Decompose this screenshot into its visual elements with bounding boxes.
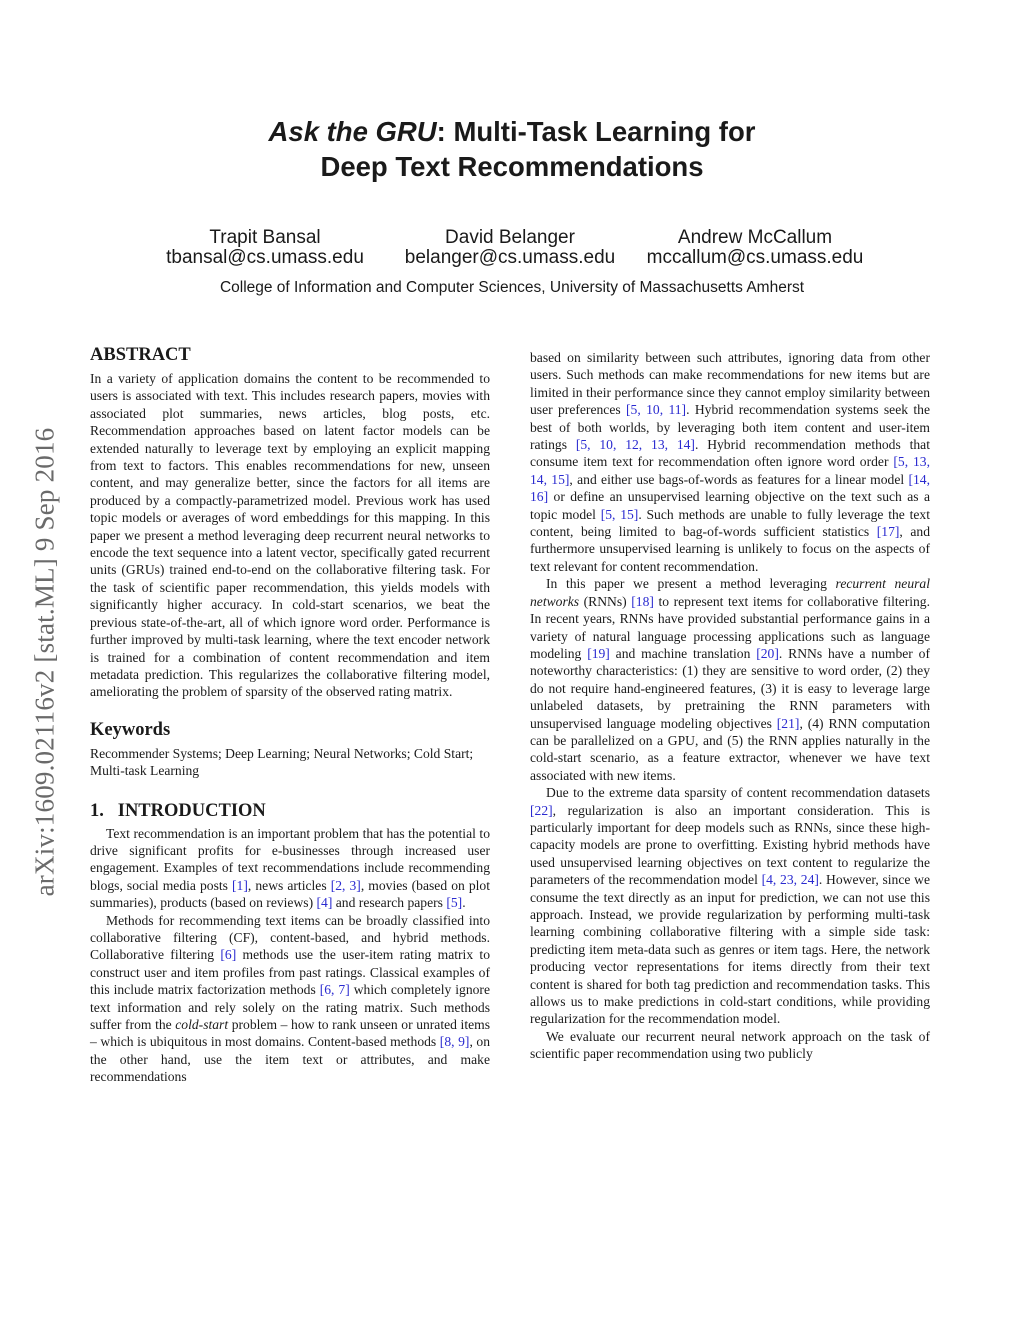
- text-run: , and either use bags-of-words as features for a linear model: [569, 471, 909, 487]
- intro-paragraph-2: [90, 912, 490, 1086]
- citation-link[interactable]: [5, 10, 11]: [626, 402, 687, 418]
- text-run: and research papers: [332, 895, 447, 911]
- text-run: .: [462, 895, 466, 911]
- right-paragraph-4: We evaluate our recurrent neural network approach on the task of scientific paper recommendation using two publicly: [530, 1028, 930, 1062]
- author-name: David Belanger: [445, 227, 575, 248]
- left-column: [90, 344, 490, 1086]
- author-1: [135, 228, 395, 268]
- citation-link[interactable]: [22]: [530, 802, 553, 818]
- emphasis-cold-start: cold-start: [175, 1017, 229, 1032]
- citation-link[interactable]: [5, 15]: [600, 506, 639, 522]
- text-run: , news articles: [247, 877, 331, 893]
- title-line1-rest: : Multi-Task Learning for: [436, 116, 756, 147]
- title-italic-part: Ask the GRU: [268, 116, 437, 147]
- text-run: and machine translation: [609, 645, 757, 661]
- author-email: mccallum@cs.umass.edu: [646, 247, 864, 268]
- keywords-text: Recommender Systems; Deep Learning; Neural Networks; Cold Start; Multi-task Learning: [90, 745, 474, 779]
- author-email: tbansal@cs.umass.edu: [166, 247, 364, 268]
- citation-link[interactable]: [4]: [316, 895, 333, 911]
- title-line2: Deep Text Recommendations: [320, 151, 704, 182]
- citation-link[interactable]: [5]: [446, 895, 463, 911]
- abstract-text: In a variety of application domains the content to be recommended to users is associated with text. This includes research papers, movies with associated plot summaries, news articles, blog posts, etc. Recommendation approaches based on latent factor models can be extended naturally to leverage text by employing an explicit mapping from text to factors. This enables recommendations for new, unseen content, and may generalize better, since the factors for all items are produced by a compactly-parametrized model. Previous work has used topic models or averages of word embeddings for this mapping. In this paper we present a method leveraging deep recurrent neural networks to encode the text sequence into a latent vector, specifically gated recurrent units (GRUs) trained end-to-end on the collaborative filtering task. For the task of scientific paper recommendation, this yields models with significantly higher accuracy. In cold-start scenarios, we beat the previous state-of-the-art, all of which ignore word order. Performance is further improved by multi-task learning, where the text encoder network is trained for a combination of content recommendation and item metadata prediction. This regularizes the collaborative filtering model, ameliorating the problem of sparsity of the observed rating matrix.: [90, 371, 490, 700]
- citation-link[interactable]: [20]: [756, 645, 779, 661]
- citation-link[interactable]: [6]: [220, 947, 237, 963]
- abstract-heading: ABSTRACT: [90, 345, 191, 365]
- text-run: or define an unsupervised learning objective on the text such as a topic model: [530, 489, 930, 522]
- text-run: methods use the user-item rating matrix to construct user and item profiles from past ratings. Classical examples of this include matrix factorization methods: [90, 947, 490, 998]
- text-run: based on similarity between such attributes, ignoring data from other users. Such methods can make recommendations for new items but are limited in their performance since they cannot employ similarity between user preferences: [530, 350, 930, 418]
- citation-link[interactable]: [21]: [776, 715, 800, 731]
- citation-link[interactable]: [19]: [587, 645, 610, 661]
- citation-link[interactable]: [4, 23, 24]: [761, 872, 819, 888]
- text-run: , movies (based on plot summaries), products (based on reviews): [90, 877, 491, 911]
- text-run: (RNNs): [579, 593, 632, 609]
- text-run: Methods for recommending text items can be broadly classified into collaborative filtering (CF), content-based, and hybrid methods. Collaborative filtering: [90, 912, 490, 963]
- text-run: , (4) RNN computation can be parallelized on a GPU, and (5) the RNN applies naturally in the cold-start scenario, as a feature extractor, whenever we have text associated with new items.: [530, 715, 930, 783]
- text-run: . Such methods are unable to fully leverage the text content, being limited to bag-of-words sufficient statistics: [530, 506, 930, 540]
- citation-link[interactable]: [18]: [631, 593, 654, 609]
- right-column: [530, 349, 930, 1063]
- right-paragraph-3: [530, 784, 930, 1028]
- text-run: , on the other hand, use the item text or attributes, and make recommendations: [90, 1034, 491, 1085]
- citation-link[interactable]: [2, 3]: [330, 877, 361, 893]
- citation-link[interactable]: [5, 13, 14, 15]: [530, 454, 930, 487]
- text-run: In this paper we present a method leveraging: [546, 576, 836, 592]
- text-run: to represent text items for collaborative filtering. In recent years, RNNs have provided substantial performance gains in a variety of natural language processing applications such as language modeling: [530, 593, 930, 661]
- text-run: Text recommendation is an important problem that has the potential to drive significant profits for e-businesses through increased user engagement. Examples of text recommendations include recommending blogs, social media posts: [90, 825, 490, 893]
- intro-paragraph-1: [90, 825, 490, 912]
- author-email: belanger@cs.umass.edu: [404, 247, 616, 268]
- right-paragraph-1: [530, 349, 930, 575]
- text-run: Due to the extreme data sparsity of content recommendation datasets: [546, 785, 930, 801]
- citation-link[interactable]: [5, 10, 12, 13, 14]: [575, 437, 695, 453]
- introduction-heading: 1. INTRODUCTION: [90, 800, 266, 821]
- author-2: [380, 228, 640, 268]
- right-paragraph-2: [530, 575, 930, 784]
- text-run: . Hybrid recommendation methods that consume item text for recommendation often ignore word order: [530, 437, 930, 470]
- citation-link[interactable]: [8, 9]: [439, 1034, 470, 1050]
- author-name: Andrew McCallum: [677, 227, 833, 248]
- text-run: , regularization is also an important consideration. This is particularly important for deep models such as RNNs, since these high-capacity models are prone to overfitting. Existing hybrid methods have used unsupervised learning objectives on text content to regularize the parameters of the recommendation model: [530, 802, 930, 888]
- affiliation: College of Information and Computer Sciences, University of Massachusetts Amherst: [219, 279, 805, 296]
- author-3: [625, 228, 885, 268]
- emphasis-rnn: recurrent neural networks: [530, 576, 930, 609]
- text-run: , and furthermore unsupervised learning is unlikely to focus on the aspects of text relevant for content recommendation.: [530, 524, 930, 574]
- citation-link[interactable]: [17]: [876, 524, 900, 540]
- author-name: Trapit Bansal: [209, 227, 321, 248]
- citation-link[interactable]: [6, 7]: [319, 982, 350, 998]
- text-run: problem – how to rank unseen or unrated items – which is ubiquitous in most domains. Content-based methods: [90, 1017, 490, 1050]
- text-run: which completely ignore text information and rely solely on the rating matrix. Such methods suffer from the: [90, 982, 490, 1032]
- text-run: . However, since we consume the text directly as an input for prediction, we can not use this approach. Instead, we provide regularization by performing multi-task learning combining collaborative filtering with a simple side task: predicting item meta-data such as genres or item tags. Here, the network producing vector representations for items directly from their text content is shared for both tag prediction and recommendation tasks. This allows us to make predictions in cold-start conditions, while providing regularization for the recommendation model.: [530, 872, 930, 1027]
- text-run: . RNNs have a number of noteworthy characteristics: (1) they are sensitive to word order, (2) they do not require hand-engineered features, (3) it is easy to leverage large unlabeled datasets, by pretraining the RNN parameters with unsupervised language modeling objectives: [530, 645, 930, 731]
- keywords-heading: Keywords: [90, 719, 171, 740]
- citation-link[interactable]: [1]: [232, 877, 248, 893]
- citation-link[interactable]: [14, 16]: [530, 471, 930, 505]
- arxiv-identifier: arXiv:1609.02116v2 [stat.ML] 9 Sep 2016: [29, 427, 60, 897]
- paper-title: [0, 114, 1024, 184]
- text-run: . Hybrid recommendation systems seek the best of both worlds, by leveraging both item content and user-item ratings: [530, 402, 930, 453]
